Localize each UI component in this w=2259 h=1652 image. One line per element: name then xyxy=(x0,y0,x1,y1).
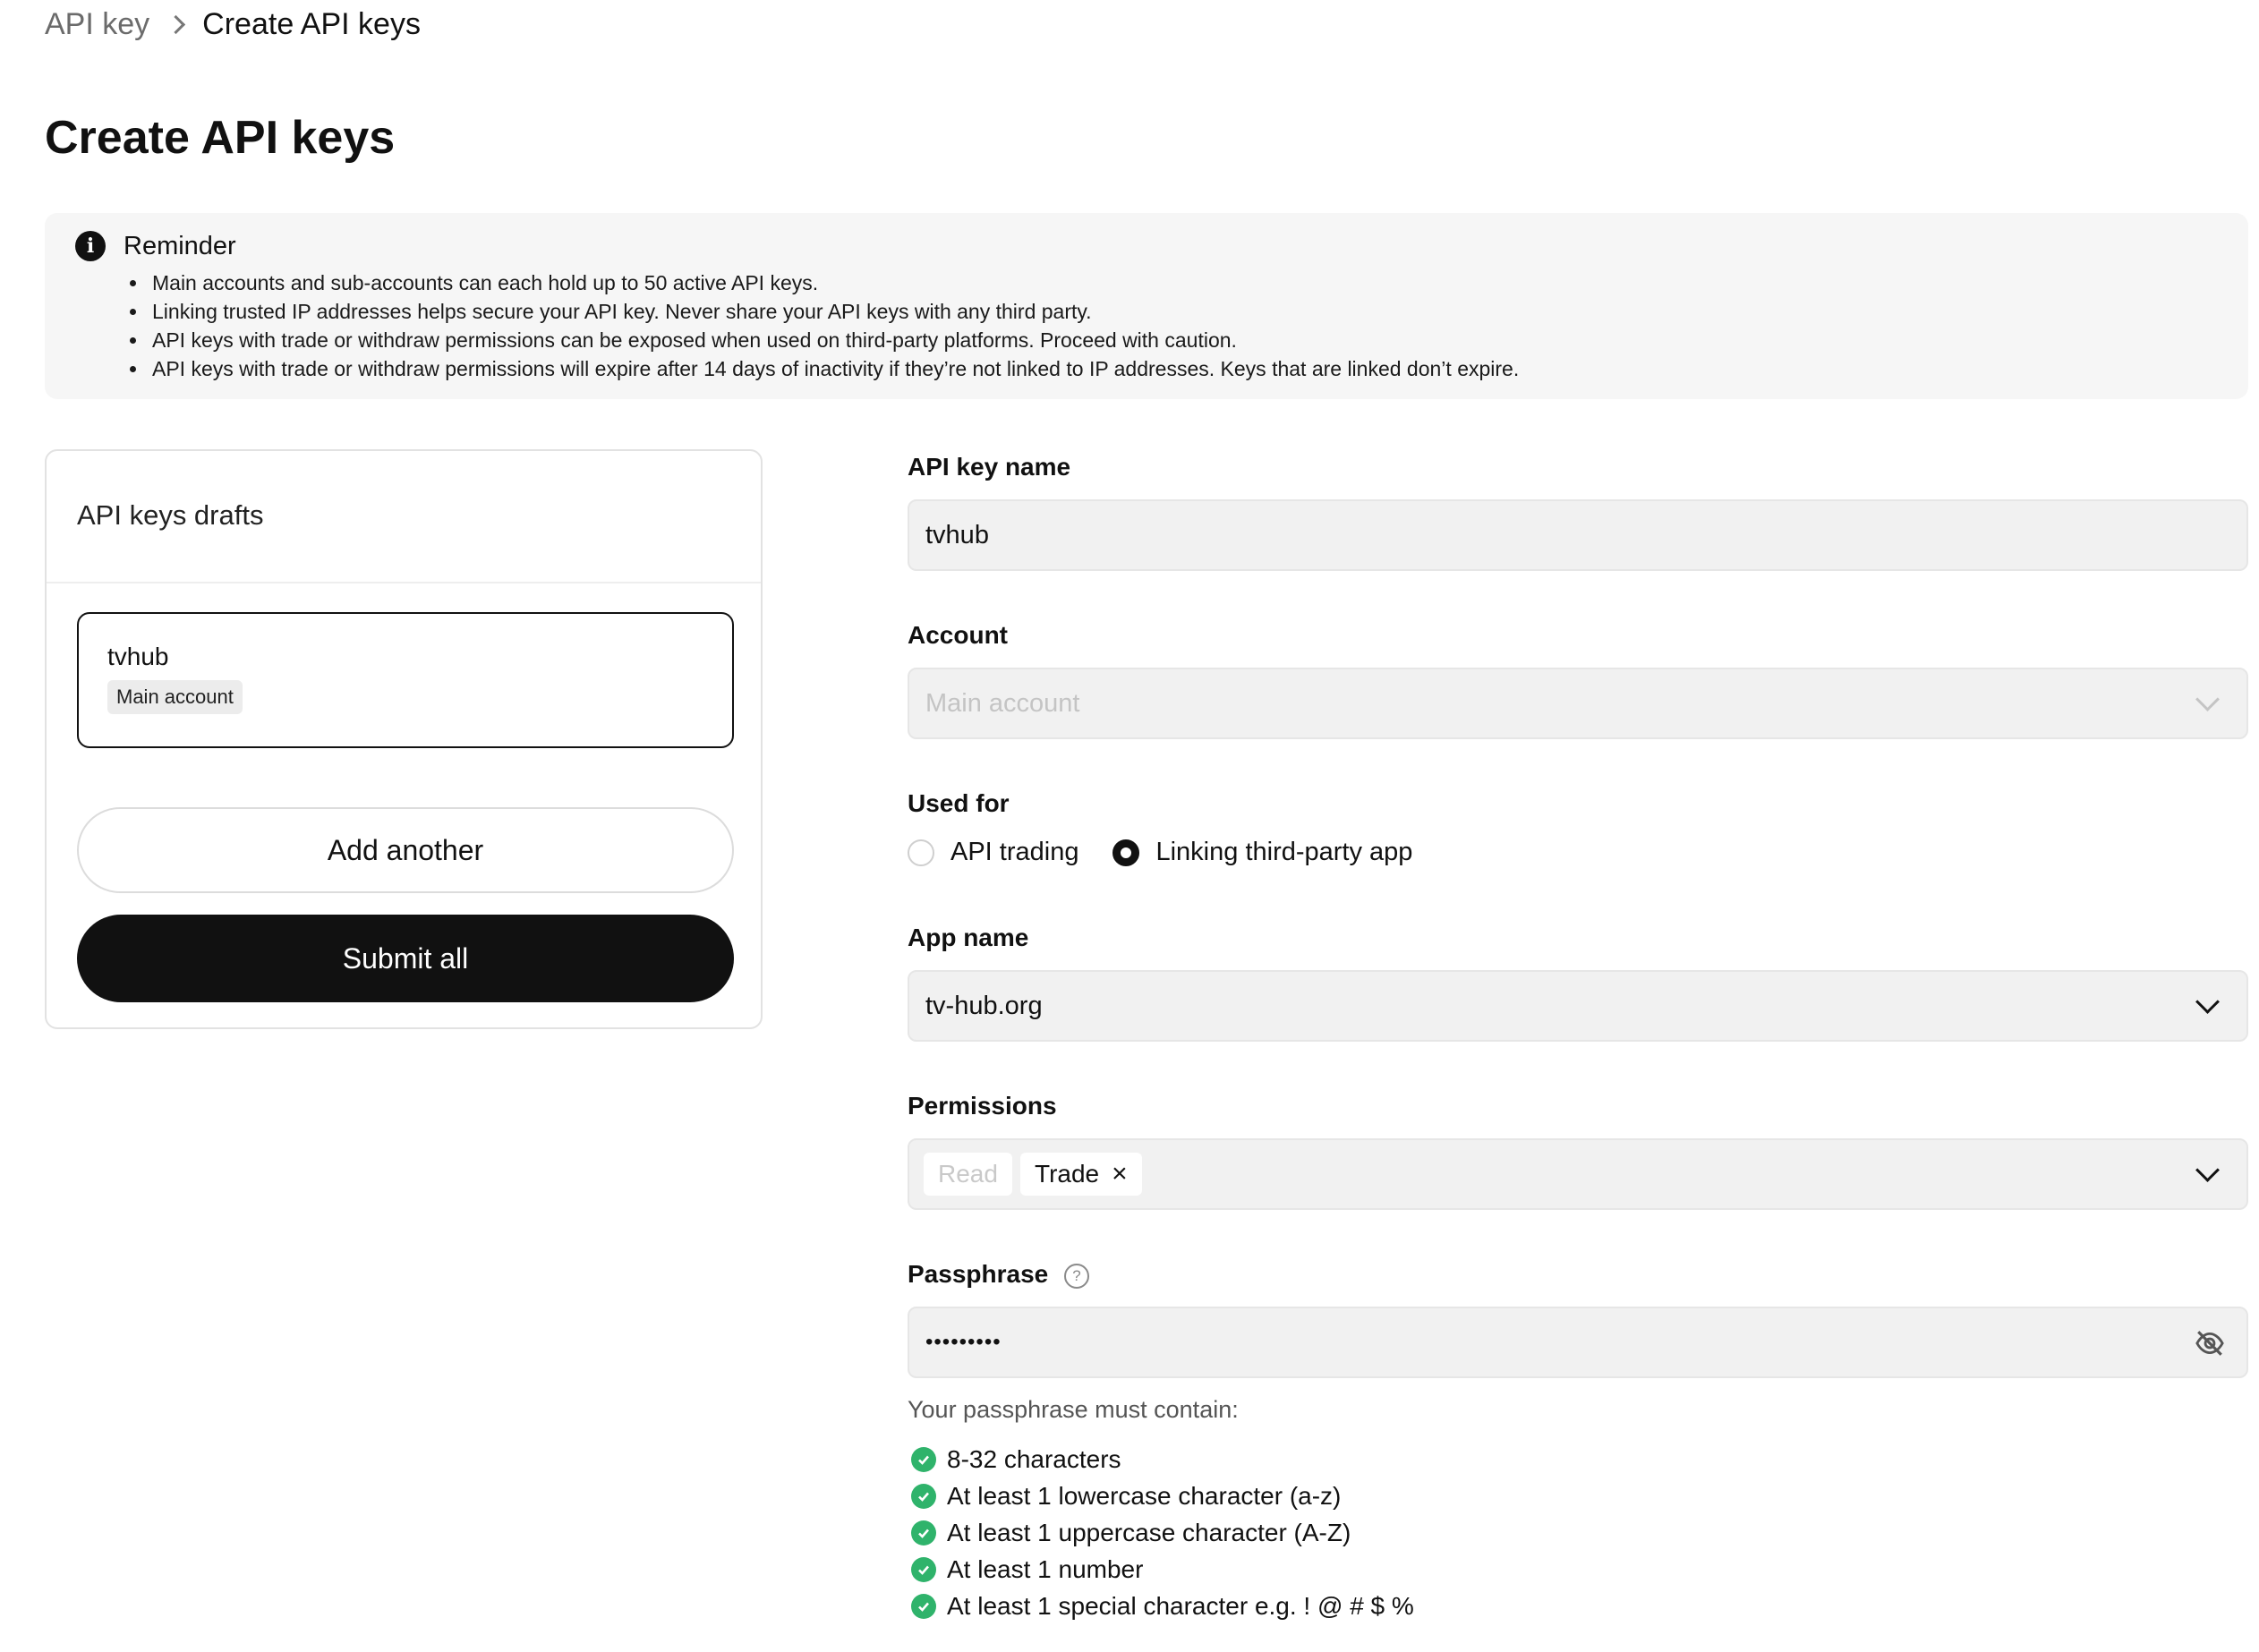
draft-account-badge: Main account xyxy=(107,680,243,714)
passphrase-value: ••••••••• xyxy=(925,1330,1002,1354)
account-label: Account xyxy=(908,621,1008,649)
used-for-label: Used for xyxy=(908,789,1010,817)
info-icon: i xyxy=(75,231,106,261)
check-circle-icon xyxy=(911,1594,936,1619)
radio-linking-third-party-app[interactable] xyxy=(1112,838,1412,867)
requirement-item xyxy=(908,1441,1414,1477)
passphrase-requirements-intro: Your passphrase must contain: xyxy=(908,1396,1239,1423)
radio-label: API trading xyxy=(950,838,1079,866)
used-for-radio-group xyxy=(908,838,1446,867)
requirement-item xyxy=(908,1588,1414,1624)
permission-tag-trade xyxy=(1020,1153,1142,1196)
api-key-name-field[interactable] xyxy=(908,499,2248,571)
add-another-button[interactable]: Add another xyxy=(77,807,734,893)
requirement-label: At least 1 lowercase character (a-z) xyxy=(947,1481,1342,1510)
passphrase-label-row xyxy=(908,1260,1089,1289)
reminder-header xyxy=(75,231,236,261)
radio-button-selected[interactable] xyxy=(1112,839,1139,866)
app-name-label: App name xyxy=(908,924,1029,951)
breadcrumb xyxy=(45,7,421,42)
requirement-item xyxy=(908,1551,1414,1588)
reminder-list xyxy=(127,268,1519,383)
eye-off-icon[interactable] xyxy=(2195,1328,2225,1358)
permission-tag-read: Read xyxy=(924,1153,1012,1196)
drafts-divider xyxy=(47,582,761,583)
chevron-down-icon[interactable] xyxy=(2195,1158,2220,1182)
app-name-select[interactable] xyxy=(908,970,2248,1042)
requirement-item xyxy=(908,1477,1414,1514)
api-keys-drafts-panel xyxy=(45,449,763,1029)
draft-name: tvhub xyxy=(107,643,169,670)
api-key-name-label: API key name xyxy=(908,453,1071,481)
radio-api-trading[interactable] xyxy=(908,838,1078,867)
chevron-down-icon xyxy=(2195,687,2220,711)
reminder-item: • API keys with trade or withdraw permissions will expire after 14 days of inactivity if they’re not linked to IP addresses. Keys that are linked don’t expire. xyxy=(149,354,1519,383)
check-circle-icon xyxy=(911,1484,936,1509)
reminder-title: Reminder xyxy=(124,231,236,260)
passphrase-requirements-list xyxy=(908,1441,1414,1624)
reminder-item: • Main accounts and sub-accounts can each hold up to 50 active API keys. xyxy=(149,268,1519,297)
radio-button[interactable] xyxy=(908,839,934,866)
close-icon[interactable]: × xyxy=(1112,1159,1128,1188)
check-circle-icon xyxy=(911,1447,936,1472)
account-select xyxy=(908,668,2248,739)
account-value: Main account xyxy=(925,689,1080,718)
permission-tag-label: Trade xyxy=(1035,1160,1100,1188)
requirement-label: At least 1 uppercase character (A-Z) xyxy=(947,1518,1351,1546)
reminder-item: • API keys with trade or withdraw permissions can be exposed when used on third-party platforms. Proceed with caution. xyxy=(149,326,1519,354)
requirement-item xyxy=(908,1514,1414,1551)
submit-all-button[interactable]: Submit all xyxy=(77,915,734,1002)
page-title: Create API keys xyxy=(45,112,396,164)
chevron-right-icon xyxy=(166,15,185,34)
radio-label: Linking third-party app xyxy=(1155,838,1413,866)
breadcrumb-api-key-link[interactable]: API key xyxy=(45,7,150,41)
permissions-select[interactable] xyxy=(908,1138,2248,1210)
api-key-name-value: tvhub xyxy=(925,521,989,549)
drafts-title: API keys drafts xyxy=(77,499,264,531)
chevron-down-icon[interactable] xyxy=(2195,990,2220,1014)
requirement-label: At least 1 number xyxy=(947,1554,1144,1583)
draft-card[interactable] xyxy=(77,612,734,748)
reminder-item: • Linking trusted IP addresses helps secure your API key. Never share your API keys with any third party. xyxy=(149,297,1519,326)
check-circle-icon xyxy=(911,1520,936,1546)
help-icon[interactable]: ? xyxy=(1064,1264,1089,1289)
permissions-label: Permissions xyxy=(908,1092,1057,1120)
breadcrumb-current: Create API keys xyxy=(202,7,421,41)
requirement-label: At least 1 special character e.g. ! @ # $ % xyxy=(947,1591,1414,1620)
passphrase-input[interactable] xyxy=(908,1307,2248,1378)
app-name-value: tv-hub.org xyxy=(925,992,1043,1020)
passphrase-label: Passphrase xyxy=(908,1260,1049,1288)
reminder-panel xyxy=(45,213,2248,399)
requirement-label: 8-32 characters xyxy=(947,1444,1121,1473)
check-circle-icon xyxy=(911,1557,936,1582)
